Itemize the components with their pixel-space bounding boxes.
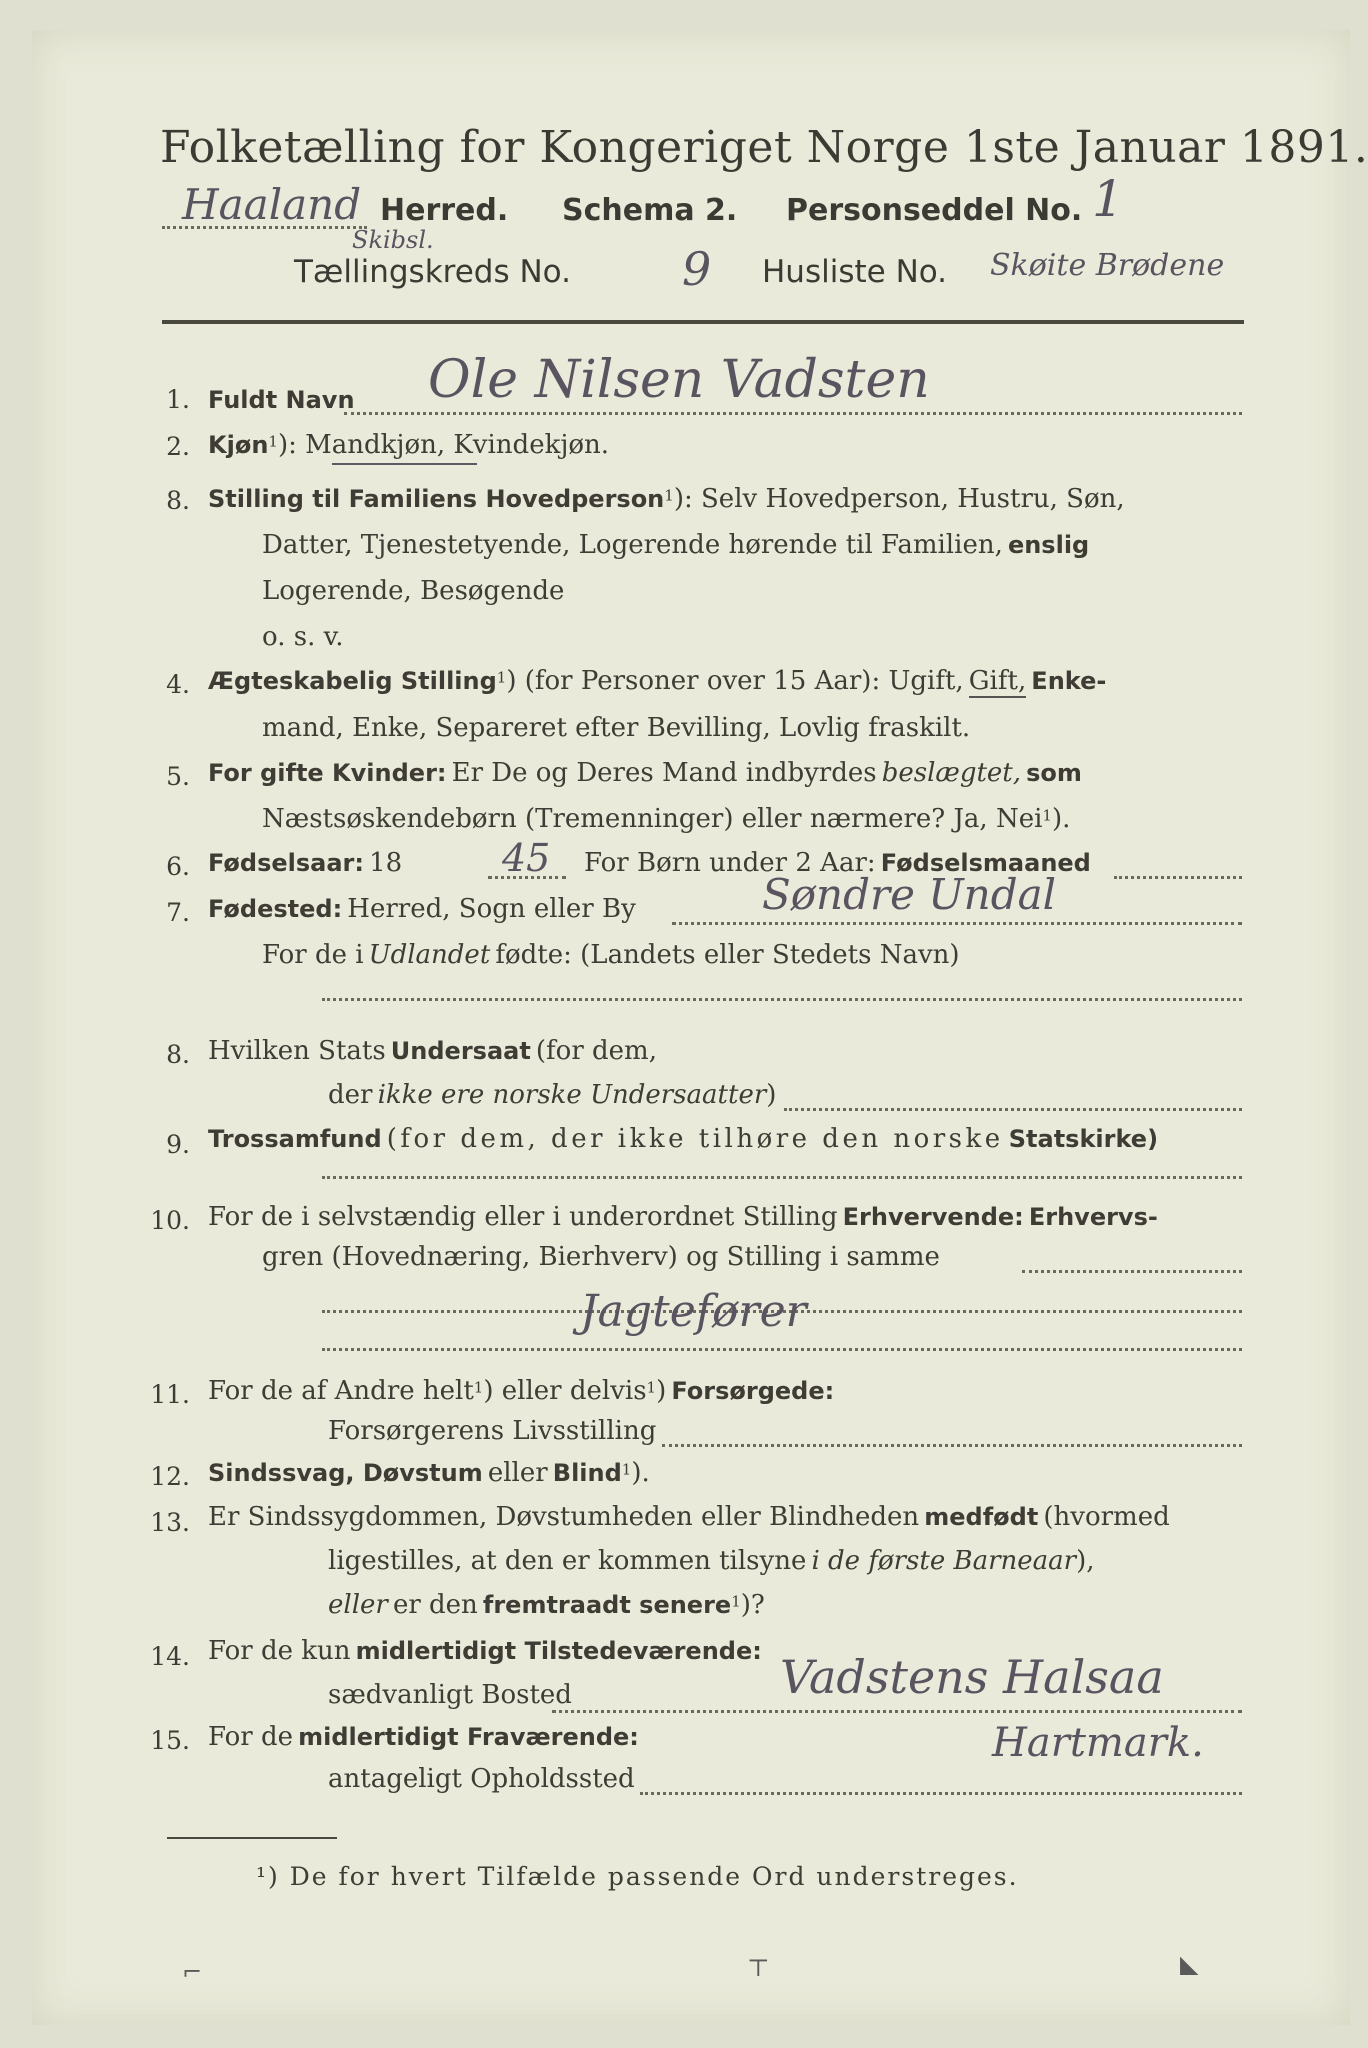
item-7-number: 7. (166, 898, 190, 927)
herred-handwritten: Haaland (182, 180, 362, 229)
item-9-label: Trossamfund (208, 1125, 382, 1153)
item-1-label: Fuldt Navn (208, 386, 355, 414)
item-5-text-b: Næstsøskendebørn (Tremenninger) eller nærmere? Ja, Nei (262, 804, 1043, 834)
item-1-number: 1. (166, 385, 190, 414)
item-8-number: 8. (166, 1040, 190, 1069)
item-11-bold-a: Forsørgede: (671, 1377, 835, 1405)
item-13-text-c: er den (392, 1590, 478, 1620)
item-14-bold-a: midlertidigt Tilstedeværende: (355, 1637, 762, 1665)
item-5-text-a: Er De og Deres Mand indbyrdes (451, 758, 877, 788)
item-15-line-a (208, 1722, 639, 1752)
item-12-number: 12. (150, 1462, 190, 1491)
item-15-dots (640, 1792, 1242, 1795)
item-4-sup: 1 (496, 668, 507, 687)
item-14-line-a (208, 1636, 762, 1666)
item-3-text-a: ): Selv Hovedperson, Hustru, Søn, (673, 484, 1125, 514)
item-7-line-b (262, 940, 960, 970)
item-3-text-c: Logerende, Besøgende (262, 576, 565, 606)
item-5-line-a (208, 758, 1082, 788)
item-11-dots (662, 1444, 1242, 1447)
personseddel-label: Personseddel No. (786, 193, 1083, 228)
item-13-text-b: ligestilles, at den er kommen tilsyne (328, 1546, 807, 1576)
item-9-number: 9. (166, 1130, 190, 1159)
item-2-label: Kjøn (208, 431, 269, 459)
item-8-italic-b: ikke ere norske Undersaatter (377, 1080, 767, 1110)
item-9-text: (for dem, der ikke tilhøre den norske (386, 1124, 1004, 1154)
item-7-label: Fødested: (208, 895, 343, 923)
husliste-handwritten: Skøite Brødene (990, 248, 1225, 283)
herred-label: Herred. (380, 193, 509, 228)
item-8-line-a (208, 1036, 657, 1066)
item-3-bold-b: enslig (1007, 531, 1090, 559)
item-3-label: Stilling til Familiens Hovedperson (208, 485, 665, 513)
item-15-handwritten: Hartmark. (992, 1720, 1204, 1766)
item-4-number: 4. (166, 670, 190, 699)
item-12-text: eller (487, 1458, 548, 1488)
item-4-text-a: ) (for Personer over 15 Aar): Ugift, (506, 666, 964, 696)
item-8-line-b (328, 1080, 776, 1110)
item-8-text-a2: (for dem, (535, 1036, 657, 1066)
item-10-bold-a: Erhvervende: (842, 1203, 1024, 1231)
item-2-line (208, 430, 609, 460)
scan-mark-center: ⊤ (747, 1954, 770, 1982)
item-6-prefix: 18 (369, 848, 403, 878)
item-9-bold: Statskirke) (1008, 1125, 1159, 1153)
item-1-handwritten: Ole Nilsen Vadsten (428, 350, 930, 410)
item-15-text-a: For de (208, 1722, 293, 1752)
item-2-sup: 1 (268, 432, 278, 451)
item-13-line-b (328, 1546, 1095, 1576)
scan-mark-right: ◣ (1180, 1950, 1199, 1978)
item-13-text-b2: ), (1076, 1546, 1095, 1576)
item-15-bold-a: midlertidigt Fraværende: (298, 1723, 639, 1751)
item-7-blank-dots (322, 998, 1242, 1001)
item-6-number: 6. (166, 852, 190, 881)
item-14-handwritten: Vadstens Halsaa (780, 1650, 1164, 1704)
item-5-label: For gifte Kvinder: (208, 759, 447, 787)
item-13-sup: 1 (731, 1592, 741, 1611)
item-7-handwritten: Søndre Undal (762, 870, 1057, 919)
item-5-number: 5. (166, 762, 190, 791)
item-3-sup: 1 (664, 486, 674, 505)
item-13-italic-b: i de første Barneaar (811, 1546, 1077, 1576)
kreds-label: Tællingskreds No. (294, 254, 571, 290)
item-13-text-a: Er Sindssygdommen, Døvstumheden eller Blindheden (208, 1502, 920, 1532)
item-15-number: 15. (150, 1726, 190, 1755)
husliste-label: Husliste No. (762, 254, 948, 290)
item-6-text: For Børn under 2 Aar: (584, 848, 876, 878)
item-2-text: ): Mandkjøn, Kvindekjøn. (277, 430, 610, 460)
census-form (32, 30, 1368, 2025)
item-12-sup: 1 (621, 1460, 632, 1479)
item-8-text-a: Hvilken Stats (208, 1036, 386, 1066)
item-8-text-b: der (328, 1080, 373, 1110)
item-14-text-b: sædvanligt Bosted (328, 1680, 572, 1710)
item-13-bold-c: fremtraadt senere (482, 1591, 732, 1619)
item-7-text-b: For de i (262, 940, 364, 970)
herred-dots (162, 226, 367, 229)
item-13-text-a2: (hvormed (1043, 1502, 1170, 1532)
item-14-dots (552, 1710, 1242, 1713)
item-11-sup2: 1 (646, 1378, 657, 1397)
item-14-text-a: For de kun (208, 1636, 351, 1666)
item-6-label2: Fødselsmaaned (880, 849, 1091, 877)
item-4-gift-underlined: Gift, (968, 666, 1027, 696)
item-12-bold2: Blind (552, 1459, 622, 1487)
item-13-text-c2: )? (740, 1590, 765, 1620)
kreds-handwritten: 9 (682, 242, 712, 296)
item-10-dots-3 (322, 1348, 1242, 1351)
item-3-line-b (262, 530, 1089, 560)
item-14-number: 14. (150, 1642, 190, 1671)
item-5-sup: 1 (1042, 806, 1052, 825)
item-12-line (208, 1458, 650, 1488)
item-6-line (208, 848, 402, 878)
item-7-dots (672, 922, 1242, 925)
item-8-bold-a: Undersaat (390, 1037, 531, 1065)
item-5-bold-a: som (1026, 759, 1082, 787)
item-1-dots (344, 412, 1242, 415)
item-12-text2: ). (631, 1458, 650, 1488)
item-9-blank-dots (322, 1176, 1242, 1179)
item-13-italic-c: eller (328, 1590, 388, 1620)
form-title: Folketælling for Kongeriget Norge 1ste Januar 1891. (160, 122, 1368, 173)
item-11-text-a2: ) eller delvis (483, 1376, 647, 1406)
item-8-text-b2: ) (766, 1080, 777, 1110)
item-5-line-b (262, 804, 1070, 834)
kreds-prefix-handwritten: Skibsl. (352, 226, 434, 254)
item-7-italic-b: Udlandet (368, 940, 491, 970)
item-13-line-c (328, 1590, 765, 1620)
item-3-text-b: Datter, Tjenestetyende, Logerende hørende til Familien, (262, 530, 1003, 560)
item-13-bold-a: medfødt (924, 1503, 1039, 1531)
item-7-text-b2: fødte: (Landets eller Stedets Navn) (495, 940, 960, 970)
item-5-italic-a: beslægtet, (881, 758, 1022, 788)
footnote-text: ¹) De for hvert Tilfælde passende Ord understreges. (256, 1862, 1019, 1891)
scan-mark-left: ⌐ (182, 1958, 203, 1986)
item-11-sup: 1 (473, 1378, 484, 1397)
item-3-text-d: o. s. v. (262, 622, 344, 652)
item-4-line-a (208, 666, 1106, 696)
footnote-rule (167, 1837, 337, 1839)
item-6-year-dots (488, 876, 566, 879)
item-2-number: 2. (166, 432, 190, 461)
item-2-underline (332, 463, 477, 465)
item-3-number: 8. (166, 486, 190, 515)
item-10-dots-1 (1022, 1270, 1242, 1273)
item-7-line-a (208, 894, 636, 924)
item-10-text-a: For de i selvstændig eller i underordnet Stilling (208, 1202, 838, 1232)
item-11-text-a3: ) (656, 1376, 667, 1406)
item-6-handwritten: 45 (502, 836, 551, 880)
item-4-label: Ægteskabelig Stilling (208, 667, 497, 695)
item-13-line-a (208, 1502, 1170, 1532)
item-7-text: Herred, Sogn eller By (347, 894, 636, 924)
item-10-bold-a2: Erhvervs- (1028, 1203, 1158, 1231)
item-10-handwritten: Jagtefører (580, 1286, 807, 1337)
item-5-text-b2: ). (1051, 804, 1071, 834)
item-10-line-a (208, 1202, 1158, 1232)
item-10-number: 10. (150, 1206, 190, 1235)
item-12-bold: Sindssvag, Døvstum (208, 1459, 483, 1487)
item-6-month-dots (1114, 876, 1242, 879)
item-3-line-a (208, 484, 1125, 514)
schema-label: Schema 2. (562, 193, 738, 228)
item-15-text-b: antageligt Opholdssted (328, 1764, 635, 1794)
item-10-text-b: gren (Hovednæring, Bierhverv) og Stilling i samme (262, 1242, 940, 1272)
personseddel-handwritten: 1 (1092, 170, 1124, 228)
item-8-dots (784, 1108, 1242, 1111)
item-6-label: Fødselsaar: (208, 849, 364, 877)
item-13-number: 13. (150, 1508, 190, 1537)
header-rule (162, 320, 1244, 324)
item-9-line (208, 1124, 1158, 1154)
item-11-text-a: For de af Andre helt (208, 1376, 474, 1406)
item-11-text-b: Forsørgerens Livsstilling (328, 1416, 657, 1446)
item-4-text-b: mand, Enke, Separeret efter Bevilling, Lovlig fraskilt. (262, 713, 971, 743)
item-11-line-a (208, 1376, 834, 1406)
item-4-text-a2: Enke- (1031, 667, 1107, 695)
item-11-number: 11. (150, 1380, 190, 1409)
